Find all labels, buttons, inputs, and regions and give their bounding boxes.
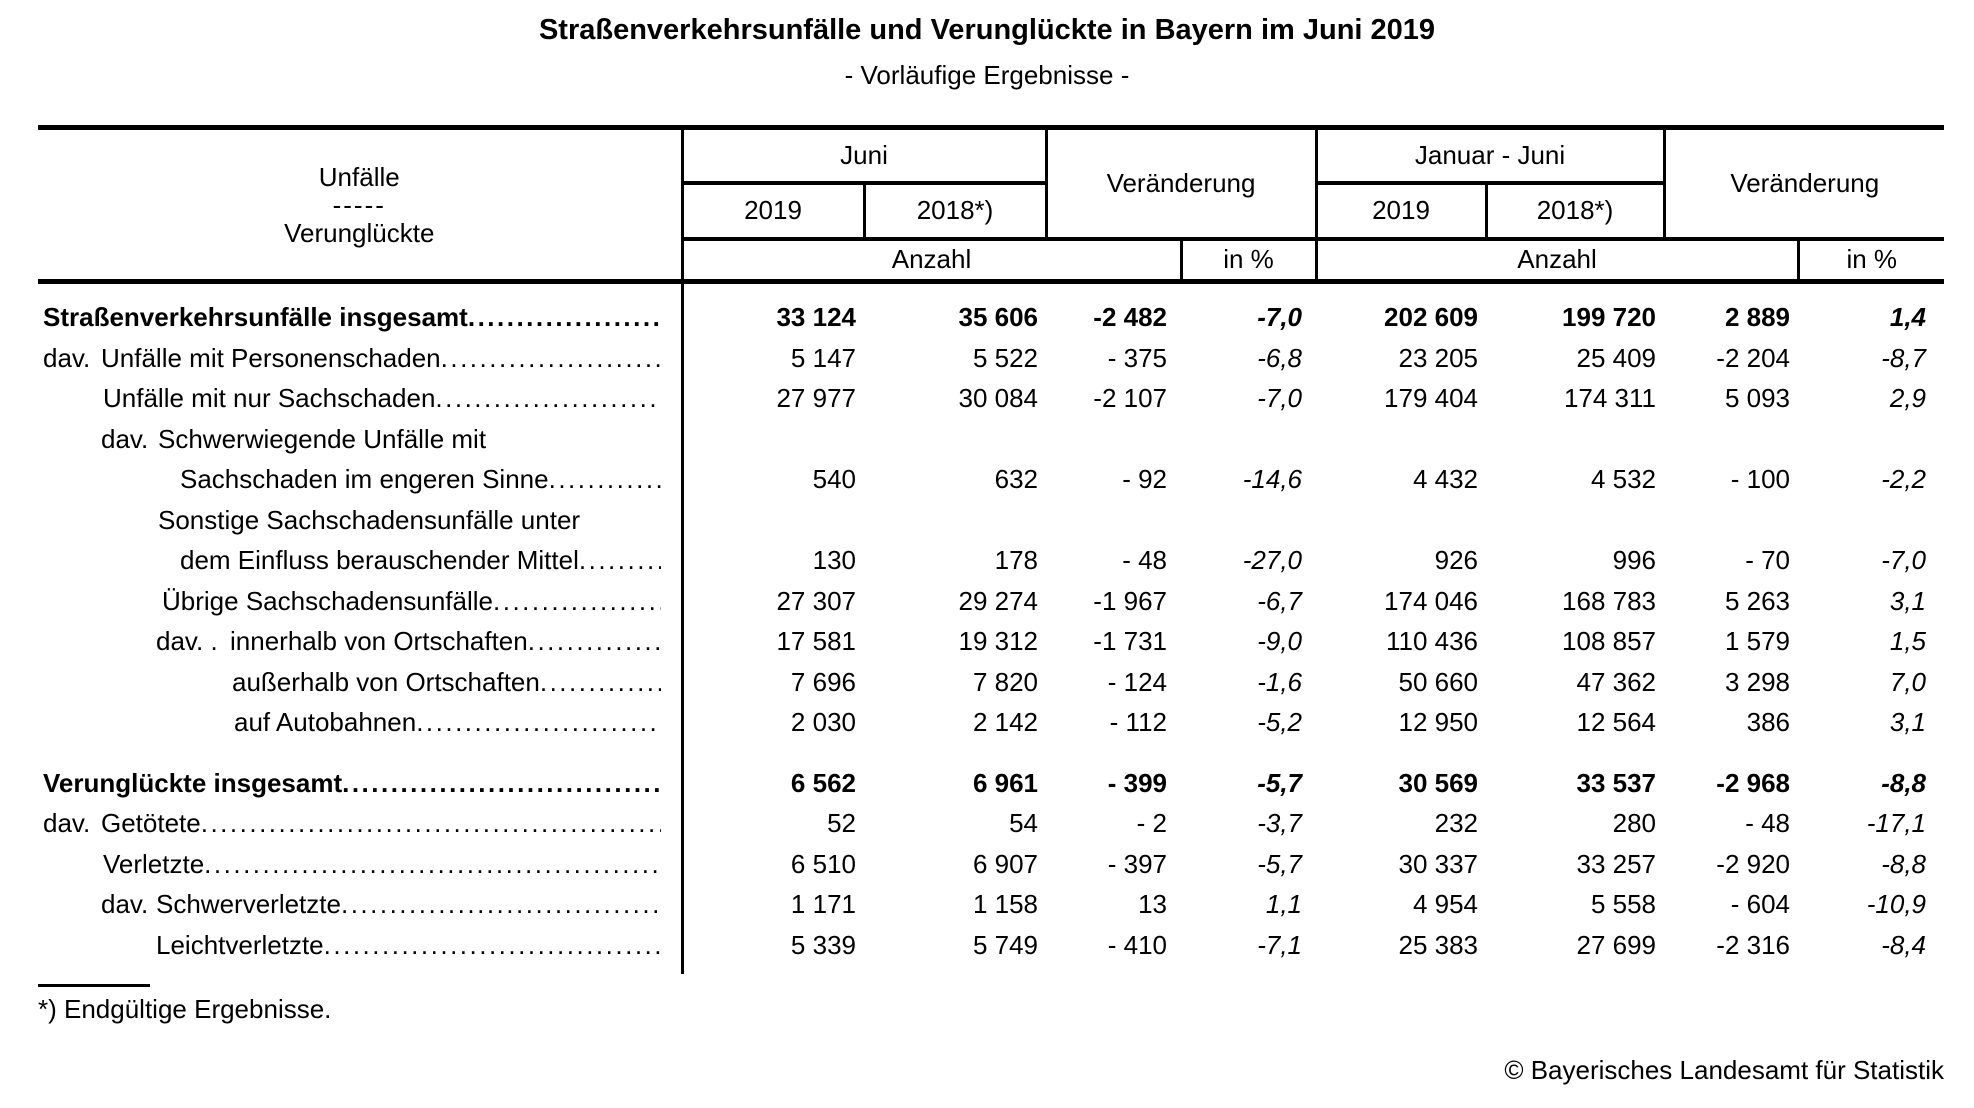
row-prefix: dav. . — [156, 626, 218, 657]
value-cell: -27,0 — [1242, 545, 1303, 576]
header-januar-juni: Januar - Juni — [1316, 128, 1664, 183]
value-cell: - 100 — [1730, 464, 1791, 495]
table-row — [38, 763, 1944, 804]
value-cell: 926 — [1434, 545, 1479, 576]
row-label-cell — [38, 581, 682, 622]
value-cell: 108 857 — [1562, 626, 1657, 657]
value-cell: 3 298 — [1724, 666, 1791, 697]
value-cell: 3,1 — [1889, 585, 1927, 616]
value-cell: 130 — [812, 545, 856, 576]
value-cell: 52 — [827, 808, 856, 839]
dot-leader — [435, 383, 660, 414]
table-row — [38, 662, 1944, 703]
value-cell: 19 312 — [958, 626, 1039, 657]
statistics-table-wrapper — [38, 125, 1944, 974]
value-cell: -8,7 — [1881, 342, 1927, 373]
row-label: auf Autobahnen — [234, 707, 417, 738]
header-veraenderung-1: Veränderung — [1046, 128, 1316, 239]
row-label-cell — [38, 500, 682, 541]
value-cell: -6,7 — [1257, 585, 1303, 616]
value-cell: -9,0 — [1257, 626, 1303, 657]
row-label-header — [38, 128, 682, 282]
table-row — [38, 925, 1944, 966]
value-cell: -10,9 — [1866, 889, 1927, 920]
row-label-cell — [38, 460, 682, 501]
header-veraenderung-2: Veränderung — [1664, 128, 1944, 239]
row-label: Getötete — [101, 808, 201, 839]
value-cell: - 70 — [1745, 545, 1791, 576]
value-cell: 1 158 — [972, 889, 1039, 920]
dot-leader — [579, 545, 661, 576]
value-cell: 50 660 — [1398, 666, 1479, 697]
row-label: Straßenverkehrsunfälle insgesamt — [43, 302, 468, 333]
value-cell: 54 — [1009, 808, 1039, 839]
value-cell: -2,2 — [1881, 464, 1927, 495]
row-label-cell — [38, 379, 682, 420]
value-cell: 232 — [1434, 808, 1479, 839]
value-cell: 174 046 — [1384, 585, 1479, 616]
value-cell: - 48 — [1745, 808, 1791, 839]
footnote-text: *) Endgültige Ergebnisse. — [38, 994, 332, 1024]
value-cell: -5,7 — [1257, 848, 1303, 879]
statistics-table — [38, 125, 1944, 974]
value-cell: 33 257 — [1576, 848, 1657, 879]
value-cell: 17 581 — [776, 626, 856, 657]
value-cell: 7 696 — [790, 666, 856, 697]
page-title: Straßenverkehrsunfälle und Verunglückte in Bayern im Juni 2019 — [538, 14, 1436, 46]
value-cell: 30 337 — [1398, 848, 1479, 879]
value-cell: 27 699 — [1576, 929, 1657, 960]
value-cell: 1,5 — [1889, 626, 1927, 657]
value-cell: -8,8 — [1881, 848, 1927, 879]
spacer-cell — [38, 282, 682, 298]
row-label-cell — [38, 419, 682, 460]
value-cell: 110 436 — [1385, 626, 1479, 657]
row-prefix: dav. — [101, 423, 149, 454]
header-janjuni-2018: 2018*) — [1486, 183, 1664, 239]
row-label: außerhalb von Ortschaften — [232, 666, 540, 697]
dot-leader — [468, 302, 661, 333]
dot-leader — [493, 586, 661, 617]
row-label-cell — [38, 662, 682, 703]
header-janjuni-2019: 2019 — [1316, 183, 1486, 239]
header-juni-2018: 2018*) — [864, 183, 1046, 239]
value-cell: -7,0 — [1257, 383, 1303, 414]
value-cell: 23 205 — [1398, 342, 1479, 373]
spacer-cell — [38, 966, 682, 974]
row-prefix: dav. — [43, 342, 91, 373]
value-cell: -17,1 — [1866, 808, 1927, 839]
table-row — [38, 419, 1944, 460]
value-cell: -2 920 — [1716, 848, 1791, 879]
dot-leader — [416, 707, 660, 738]
value-cell: -5,2 — [1257, 707, 1303, 738]
value-cell: -2 204 — [1716, 342, 1791, 373]
row-label: dem Einfluss berauschender Mittel — [180, 545, 579, 576]
dot-leader — [540, 667, 661, 698]
value-cell: 174 311 — [1563, 383, 1657, 414]
row-label: Leichtverletzte — [156, 929, 324, 960]
value-cell: - 112 — [1109, 707, 1168, 738]
value-cell: -2 107 — [1093, 383, 1168, 414]
value-cell: 33 124 — [776, 302, 856, 333]
value-cell: 202 609 — [1384, 302, 1479, 333]
value-cell: 168 783 — [1562, 585, 1657, 616]
value-cell: 33 537 — [1576, 767, 1657, 798]
value-cell: 27 977 — [776, 383, 856, 414]
table-row — [38, 541, 1944, 582]
value-cell: 13 — [1138, 889, 1168, 920]
header-juni-2019: 2019 — [682, 183, 864, 239]
value-cell: 2 889 — [1724, 302, 1791, 333]
value-cell: - 2 — [1136, 808, 1168, 839]
header-inprozent-2: in % — [1798, 239, 1944, 282]
table-row — [38, 622, 1944, 663]
dot-leader — [441, 343, 661, 374]
table-row — [38, 844, 1944, 885]
value-cell: -1,6 — [1257, 666, 1303, 697]
value-cell: 27 307 — [776, 585, 856, 616]
value-cell: 7 820 — [972, 666, 1039, 697]
dot-leader — [204, 849, 660, 880]
value-cell: 6 907 — [972, 848, 1039, 879]
value-cell: -5,7 — [1257, 767, 1303, 798]
value-cell: -8,4 — [1881, 929, 1927, 960]
row-label-cell — [38, 763, 682, 804]
header-verungglueckte: Verunglückte — [284, 217, 435, 248]
header-inprozent-1: in % — [1181, 239, 1316, 282]
value-cell: 6 562 — [790, 767, 856, 798]
row-label: innerhalb von Ortschaften — [230, 626, 528, 657]
value-cell: 280 — [1612, 808, 1657, 839]
value-cell: -2 482 — [1093, 302, 1168, 333]
value-cell: 30 084 — [958, 383, 1039, 414]
table-row — [38, 885, 1944, 926]
row-label: Unfälle mit Personenschaden — [101, 342, 441, 373]
value-cell: 1,1 — [1265, 889, 1303, 920]
value-cell: -14,6 — [1242, 464, 1303, 495]
row-label: Sachschaden im engeren Sinne — [180, 464, 549, 495]
row-label: Schwerverletzte — [156, 889, 341, 920]
row-label-cell — [38, 541, 682, 582]
footnote-rule — [38, 984, 150, 987]
row-label-cell — [38, 622, 682, 663]
table-row — [38, 703, 1944, 744]
value-cell: 5 093 — [1724, 383, 1791, 414]
value-cell: - 397 — [1107, 848, 1168, 879]
table-row — [38, 379, 1944, 420]
table-row — [38, 500, 1944, 541]
value-cell: 199 720 — [1562, 302, 1657, 333]
value-cell: 12 950 — [1398, 707, 1479, 738]
value-cell: 4 954 — [1412, 889, 1479, 920]
dot-leader — [324, 930, 661, 961]
value-cell: 4 432 — [1412, 464, 1479, 495]
value-cell: 5 147 — [790, 342, 856, 373]
spacer-cell — [38, 743, 682, 763]
value-cell: 1 579 — [1724, 626, 1791, 657]
value-cell: 179 404 — [1384, 383, 1479, 414]
value-cell: 5 339 — [790, 929, 856, 960]
row-label: Unfälle mit nur Sachschaden — [103, 383, 436, 414]
value-cell: -7,0 — [1881, 545, 1927, 576]
row-prefix: dav. — [43, 808, 91, 839]
value-cell: 12 564 — [1576, 707, 1657, 738]
value-cell: 2 142 — [972, 707, 1039, 738]
value-cell: -2 316 — [1716, 929, 1791, 960]
row-prefix: dav. — [101, 889, 149, 920]
row-label-cell — [38, 298, 682, 339]
value-cell: - 604 — [1730, 889, 1791, 920]
value-cell: - 410 — [1107, 929, 1168, 960]
value-cell: 25 383 — [1398, 929, 1479, 960]
value-cell: 3,1 — [1889, 707, 1927, 738]
value-cell: 25 409 — [1576, 342, 1657, 373]
value-cell: - 399 — [1107, 767, 1168, 798]
value-cell: -7,1 — [1257, 929, 1303, 960]
value-cell: -7,0 — [1257, 302, 1303, 333]
row-label: Verunglückte insgesamt — [43, 767, 343, 798]
dot-leader — [342, 768, 660, 799]
value-cell: 386 — [1746, 707, 1791, 738]
value-cell: 632 — [994, 464, 1039, 495]
value-cell: 5 749 — [972, 929, 1039, 960]
value-cell: 2 030 — [790, 707, 856, 738]
value-cell: - 124 — [1107, 666, 1168, 697]
value-cell: - 375 — [1107, 342, 1168, 373]
row-label-cell — [38, 885, 682, 926]
value-cell: 178 — [994, 545, 1039, 576]
row-label-cell — [38, 804, 682, 845]
copyright-text: © Bayerisches Landesamt für Statistik — [1504, 1055, 1944, 1085]
header-unfaelle: Unfälle — [318, 161, 400, 192]
value-cell: 540 — [812, 464, 856, 495]
header-anzahl-2: Anzahl — [1316, 239, 1798, 282]
value-cell: -1 967 — [1093, 585, 1168, 616]
value-cell: 5 522 — [972, 342, 1039, 373]
value-cell: 5 558 — [1590, 889, 1657, 920]
value-cell: 4 532 — [1590, 464, 1657, 495]
value-cell: -3,7 — [1257, 808, 1303, 839]
header-juni: Juni — [682, 128, 1046, 183]
value-cell: 7,0 — [1889, 666, 1927, 697]
value-cell: 5 263 — [1724, 585, 1791, 616]
value-cell: - 48 — [1122, 545, 1168, 576]
value-cell: 35 606 — [958, 302, 1039, 333]
value-cell: 6 510 — [790, 848, 856, 879]
value-cell: -6,8 — [1257, 342, 1303, 373]
table-row — [38, 581, 1944, 622]
dot-leader — [201, 808, 661, 839]
value-cell: 1,4 — [1889, 302, 1927, 333]
table-row — [38, 804, 1944, 845]
row-label-cell — [38, 925, 682, 966]
row-label: Schwerwiegende Unfälle mit — [158, 423, 487, 454]
dot-leader — [341, 889, 661, 920]
value-cell: 29 274 — [958, 585, 1039, 616]
row-label-cell — [38, 703, 682, 744]
value-cell: -1 731 — [1093, 626, 1168, 657]
value-cell: 6 961 — [972, 767, 1039, 798]
value-cell: 996 — [1612, 545, 1657, 576]
row-label: Übrige Sachschadensunfälle — [162, 585, 493, 616]
row-label-cell — [38, 844, 682, 885]
table-row — [38, 338, 1944, 379]
header-anzahl-1: Anzahl — [682, 239, 1181, 282]
value-cell: 47 362 — [1576, 666, 1657, 697]
dot-leader — [528, 626, 661, 657]
value-cell: 2,9 — [1889, 383, 1927, 414]
dot-leader — [549, 464, 661, 495]
value-cell: - 92 — [1122, 464, 1168, 495]
row-label: Verletzte — [103, 848, 205, 879]
value-cell: -2 968 — [1716, 767, 1791, 798]
row-label-cell — [38, 338, 682, 379]
row-label: Sonstige Sachschadensunfälle unter — [158, 504, 581, 535]
value-cell: -8,8 — [1881, 767, 1927, 798]
page-subtitle: - Vorläufige Ergebnisse - — [844, 60, 1130, 90]
table-row — [38, 460, 1944, 501]
value-cell: 1 171 — [790, 889, 856, 920]
table-row — [38, 298, 1944, 339]
header-divider-dashes: ----- — [332, 189, 386, 220]
value-cell: 30 569 — [1398, 767, 1479, 798]
